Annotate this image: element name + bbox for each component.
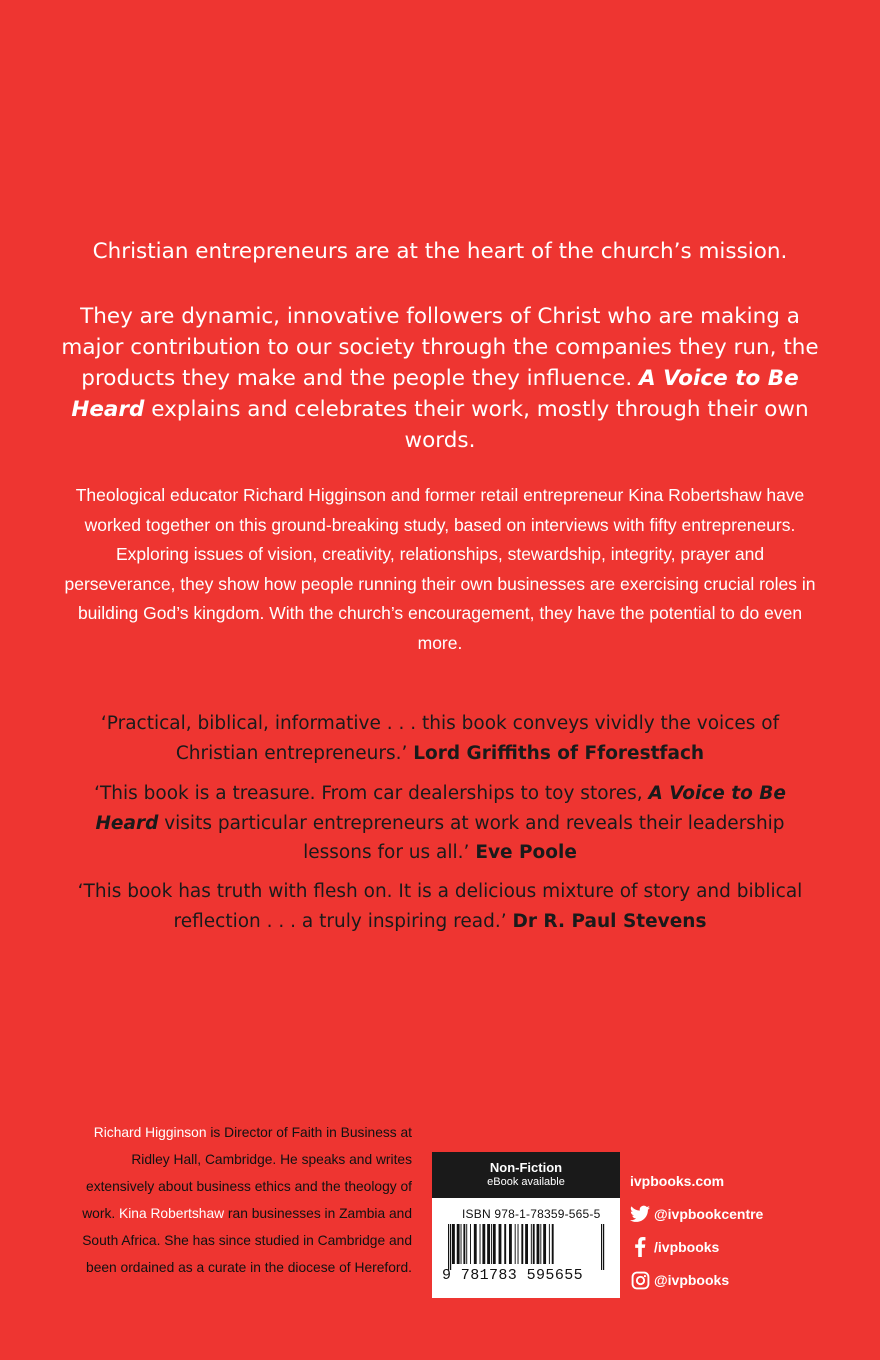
website-label: ivpbooks.com [630,1173,725,1189]
social-links [630,1170,850,1302]
ebook-label: eBook available [487,1176,565,1188]
author-name: Richard Higginson [93,1125,207,1140]
quote-attribution: Lord Griffiths of Fforestfach [413,742,705,764]
instagram-icon [630,1270,650,1290]
category-label: Non-Fiction [489,1160,563,1175]
lead-statement: Christian entrepreneurs are at the heart of the church’s mission. [92,239,788,264]
endorsement-quote [60,709,820,768]
quote-text: ‘This book is a treasure. From car dealerships to toy stores, [94,783,649,804]
twitter-handle: @ivpbookcentre [654,1206,764,1222]
quote-book-title: A Voice to Be Heard [95,783,786,834]
instagram-handle: @ivpbooks [654,1272,730,1288]
intro-text: They are dynamic, innovative followers of Christ who are making a major contribution to our society through the companies they run, the products they make and the people they influence. [61,304,819,391]
quote-text-after: visits particular entrepreneurs at work and reveals their leadership lessons for us all.’ [158,812,785,863]
quote-text: ‘This book has truth with flesh on. It is a delicious mixture of story and biblical reflection . . . a truly inspiring read.’ [77,881,803,932]
author-bio [80,1119,412,1281]
endorsement-quote [60,877,820,936]
barcode-digits: 9 781783 595655 [442,1267,584,1284]
book-title: A Voice to Be Heard [71,366,799,422]
isbn-label: ISBN 978-1-78359-565-5 [462,1207,601,1221]
twitter-link[interactable] [630,1203,850,1225]
twitter-icon [630,1204,650,1224]
endorsement-quote [60,779,820,868]
quote-text: ‘Practical, biblical, informative . . . this book conveys vividly the voices of Christian entrepreneurs.’ [100,713,780,764]
intro-text-after: explains and celebrates their work, mostly through their own words. [144,397,809,453]
quote-attribution: Eve Poole [475,842,577,863]
author-name: Kina Robertshaw [119,1206,225,1221]
author-bio-text: ran businesses in Zambia and South Africa. She has since studied in Cambridge and been ordained as a curate in the diocese of Hereford. [82,1206,412,1275]
barcode-header [432,1152,620,1198]
facebook-icon [630,1237,650,1257]
website-link[interactable] [630,1170,850,1192]
facebook-link[interactable] [630,1236,850,1258]
author-bio-text: is Director of Faith in Business at Ridley Hall, Cambridge. He speaks and writes extensively about business ethics and the theology of work. [82,1125,412,1221]
barcode-image [444,1224,608,1270]
intro-paragraph [60,301,820,456]
description-paragraph: Theological educator Richard Higginson and former retail entrepreneur Kina Robertshaw have worked together on this ground-breaking study, based on interviews with fifty entrepreneurs. Exploring issues of vision, creativity, relationships, stewardship, integrity, prayer and perseverance, they show how people running their own businesses are exercising crucial roles in building God’s kingdom. With the church’s encouragement, they have the potential to do even more. [64,485,816,653]
instagram-link[interactable] [630,1269,850,1291]
barcode-panel [432,1152,620,1298]
facebook-handle: /ivpbooks [654,1239,720,1255]
quote-attribution: Dr R. Paul Stevens [512,910,707,932]
